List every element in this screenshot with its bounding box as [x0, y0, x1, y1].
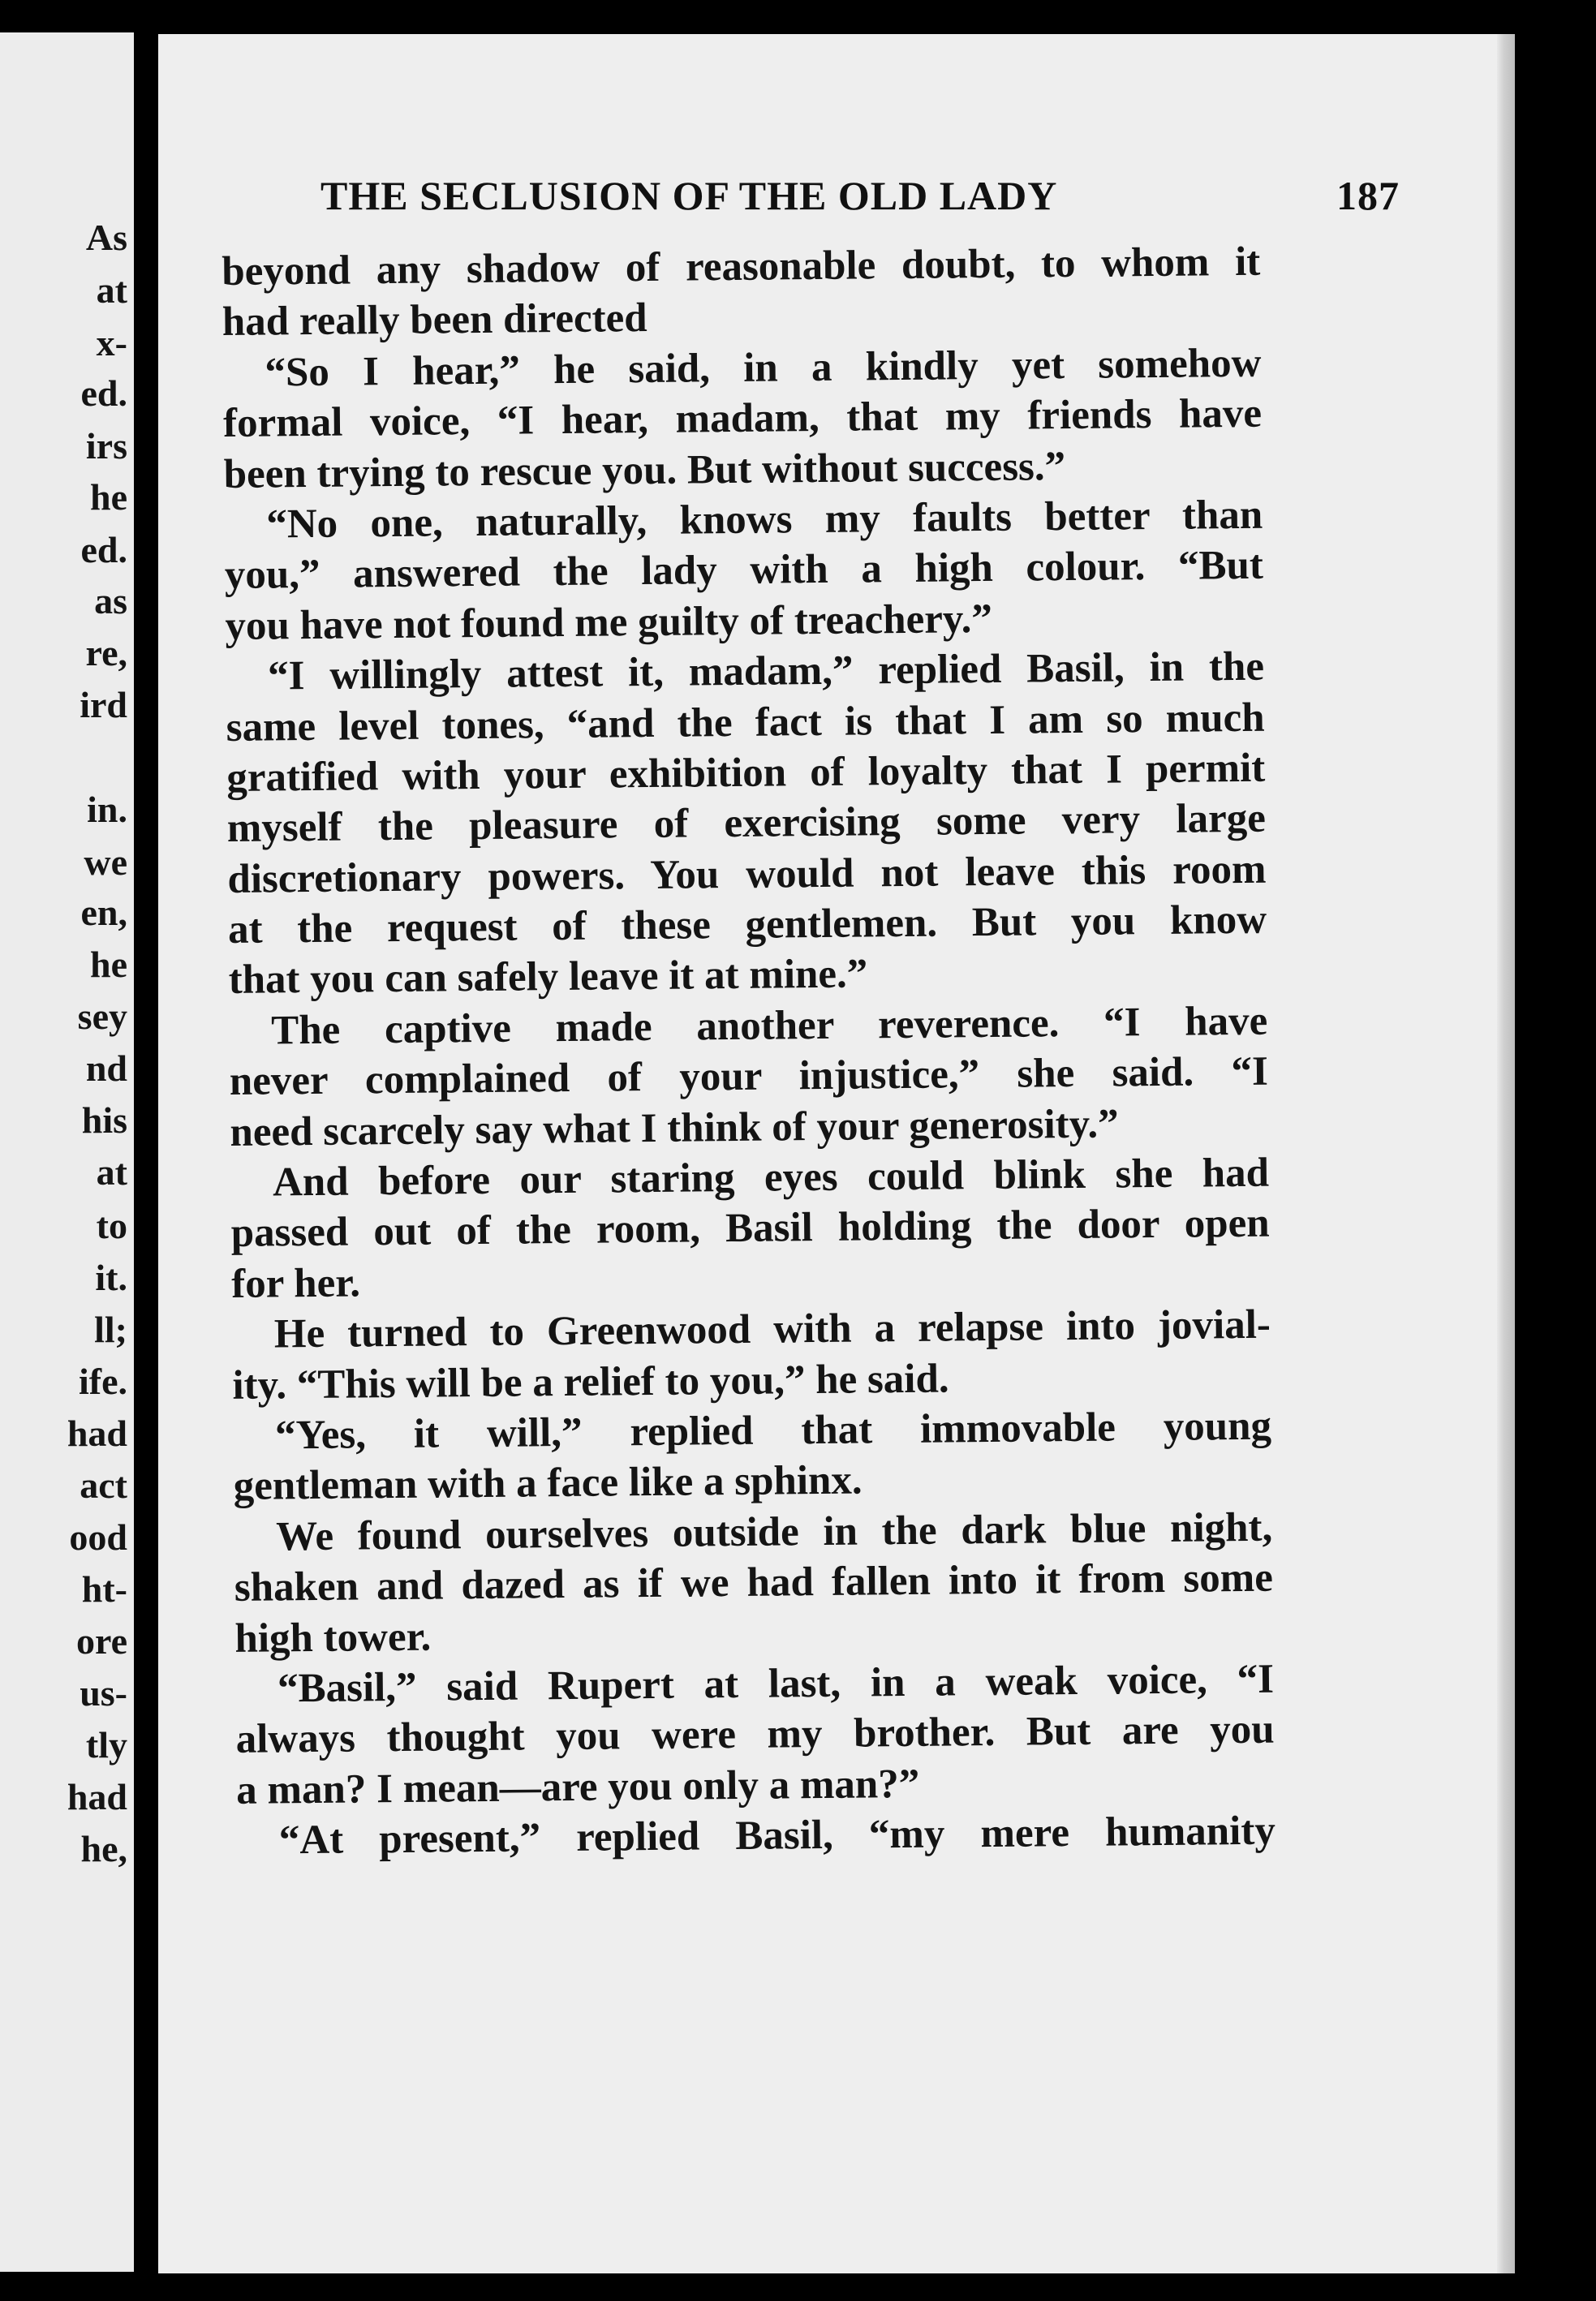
left-page-text-fragment: irs: [85, 425, 127, 467]
left-page-text-fragment: act: [80, 1464, 127, 1506]
text-line: ity. “This will be a relief to you,” he said.: [232, 1356, 949, 1409]
left-page-text-fragment: at: [96, 269, 127, 311]
text-line: We found ourselves outside in the dark blue night,: [275, 1504, 1273, 1560]
left-page-text-fragment: he: [90, 944, 127, 985]
text-line: “Yes, it will,” replied that immovable young: [274, 1403, 1272, 1459]
left-page-text-fragment: x-: [96, 322, 127, 363]
left-page-text-fragment: it.: [95, 1257, 127, 1298]
text-line: “I willingly attest it, madam,” replied Basil, in the: [267, 643, 1265, 699]
left-page-text-fragment: re,: [85, 632, 127, 673]
left-page-text-fragment: in.: [87, 789, 127, 830]
text-line: for her.: [231, 1260, 361, 1307]
body-text: [222, 237, 1276, 1867]
text-line: shaken and dazed as if we had fallen into it from some: [234, 1555, 1274, 1611]
left-page-text-fragment: his: [81, 1099, 127, 1141]
left-page-text-fragment: ll;: [94, 1309, 127, 1350]
text-line: you have not found me guilty of treachery.”: [225, 596, 993, 649]
text-line: “No one, naturally, knows my faults better than: [266, 492, 1263, 548]
text-line: “At present,” replied Basil, “my mere humanity: [278, 1808, 1276, 1864]
text-line: The captive made another reverence. “I have: [271, 998, 1268, 1054]
page-edge: [1497, 34, 1515, 2273]
text-line: And before our staring eyes could blink she had: [272, 1150, 1270, 1206]
left-page-text-fragment: ed.: [80, 372, 127, 414]
text-line: at the request of these gentlemen. But you know: [227, 897, 1267, 953]
left-page-text-fragment: ife.: [78, 1361, 127, 1402]
text-line: that you can safely leave it at mine.”: [228, 951, 868, 1004]
left-page-text-fragment: at: [96, 1151, 127, 1193]
left-page-fragment: [0, 32, 134, 2272]
text-line: you,” answered the lady with a high colour. “But: [224, 543, 1264, 599]
left-page-text-fragment: we: [84, 841, 127, 883]
running-title: THE SECLUSION OF THE OLD LADY: [320, 173, 1058, 218]
text-line: myself the pleasure of exercising some very large: [226, 795, 1267, 852]
left-page-text-fragment: tly: [85, 1724, 127, 1766]
left-page-text-fragment: ht-: [81, 1568, 127, 1610]
page-header: [320, 172, 1400, 219]
text-line: high tower.: [234, 1614, 432, 1662]
text-line: had really been directed: [222, 295, 647, 346]
text-line: “Basil,” said Rupert at last, in a weak voice, “I: [277, 1656, 1275, 1712]
left-page-text-fragment: ood: [69, 1516, 127, 1558]
text-line: need scarcely say what I think of your generosity.”: [230, 1101, 1119, 1155]
text-line: gentleman with a face like a sphinx.: [233, 1457, 863, 1510]
left-page-text-fragment: As: [85, 217, 127, 258]
left-page-text-fragment: as: [94, 580, 127, 621]
left-page-text-fragment: en,: [80, 892, 127, 933]
text-line: been trying to rescue you. But without success.”: [223, 443, 1066, 497]
text-line: “So I hear,” he said, in a kindly yet somehow: [265, 340, 1262, 396]
left-page-text-fragment: ird: [80, 684, 127, 725]
book-page: [158, 34, 1513, 2273]
text-line: beyond any shadow of reasonable doubt, to whom it: [222, 239, 1261, 295]
text-line: gratified with your exhibition of loyalty that I permit: [226, 745, 1266, 801]
text-line: always thought you were my brother. But are you: [235, 1706, 1275, 1763]
text-line: discretionary powers. You would not leave this room: [227, 846, 1267, 902]
left-page-text-fragment: nd: [85, 1047, 127, 1089]
left-page-text-fragment: he: [90, 476, 127, 518]
left-page-text-fragment: had: [67, 1413, 127, 1454]
left-page-text-fragment: had: [67, 1776, 127, 1817]
text-line: He turned to Greenwood with a relapse into jovial-: [273, 1301, 1271, 1357]
left-page-text-fragment: ore: [75, 1620, 127, 1662]
left-page-text-fragment: to: [96, 1205, 127, 1246]
book-gutter: [134, 32, 158, 2272]
left-page-text-fragment: ed.: [80, 529, 127, 570]
page-number: 187: [1336, 173, 1400, 218]
left-page-text-fragment: he,: [80, 1828, 127, 1869]
text-line: same level tones, “and the fact is that I am so much: [226, 695, 1265, 751]
text-line: a man? I mean—are you only a man?”: [235, 1761, 920, 1813]
left-page-text-fragment: sey: [77, 996, 127, 1037]
text-line: never complained of your injustice,” she said. “I: [229, 1048, 1269, 1105]
left-page-text-fragment: us-: [80, 1672, 127, 1714]
text-line: passed out of the room, Basil holding the door open: [230, 1201, 1270, 1257]
text-line: formal voice, “I hear, madam, that my friends have: [222, 390, 1263, 447]
